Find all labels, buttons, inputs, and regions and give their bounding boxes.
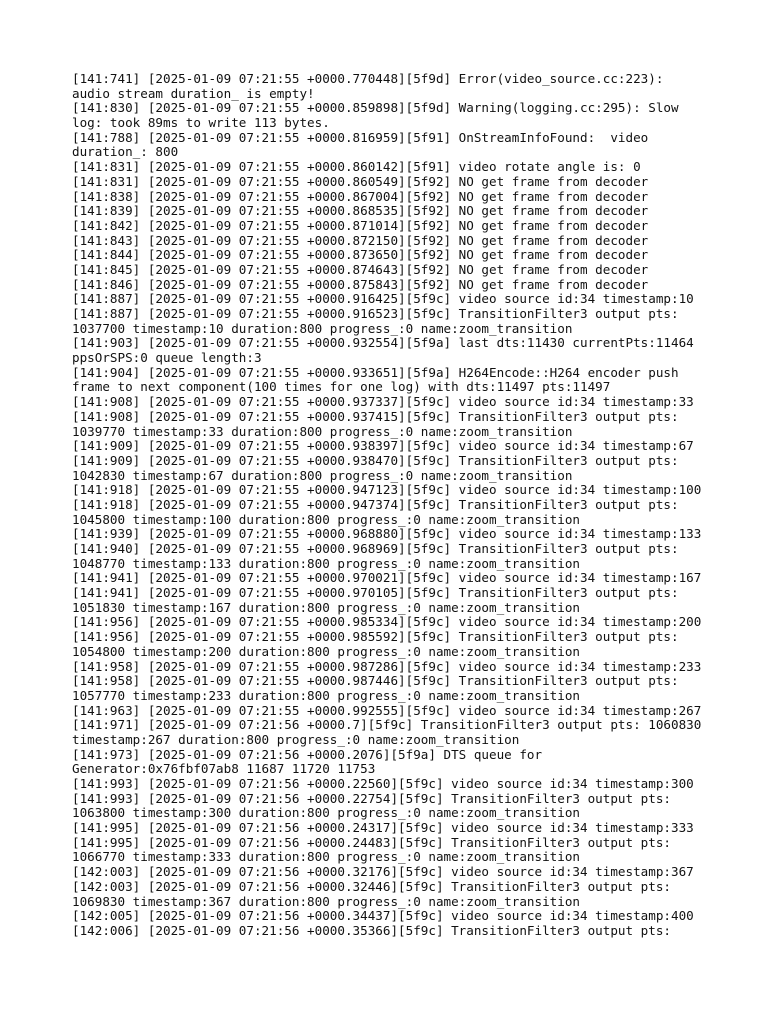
log-line: [141:993] [2025-01-09 07:21:56 +0000.22560][5f9c] video source id:34 timestamp:300: [72, 776, 694, 791]
log-line: [141:831] [2025-01-09 07:21:55 +0000.860549][5f92] NO get frame from decoder: [72, 173, 649, 189]
log-line: duration_: 800: [72, 144, 179, 160]
log-line: timestamp:267 duration:800 progress_:0 name:zoom_transition: [72, 731, 520, 747]
log-line: [141:973] [2025-01-09 07:21:56 +0000.2076][5f9a] DTS queue for: [72, 746, 543, 762]
log-line: 1039770 timestamp:33 duration:800 progress_:0 name:zoom_transition: [72, 423, 573, 439]
log-line: log: took 89ms to write 113 bytes.: [72, 115, 330, 131]
log-line: [141:909] [2025-01-09 07:21:55 +0000.938397][5f9c] video source id:34 timestamp:67: [72, 438, 694, 454]
log-line: [141:831] [2025-01-09 07:21:55 +0000.860142][5f91] video rotate angle is: 0: [72, 159, 641, 175]
log-line: [141:844] [2025-01-09 07:21:55 +0000.873650][5f92] NO get frame from decoder: [72, 247, 649, 263]
log-line: [141:887] [2025-01-09 07:21:55 +0000.916425][5f9c] video source id:34 timestamp:10: [72, 291, 694, 307]
log-line: [141:830] [2025-01-09 07:21:55 +0000.859898][5f9d] Warning(logging.cc:295): Slow: [72, 100, 679, 116]
log-line: [141:941] [2025-01-09 07:21:55 +0000.970105][5f9c] TransitionFilter3 output pts:: [72, 585, 679, 601]
log-line: ppsOrSPS:0 queue length:3: [72, 350, 262, 366]
log-line: 1051830 timestamp:167 duration:800 progress_:0 name:zoom_transition: [72, 599, 580, 615]
log-line: 1054800 timestamp:200 duration:800 progress_:0 name:zoom_transition: [72, 643, 580, 659]
log-line: [142:005] [2025-01-09 07:21:56 +0000.34437][5f9c] video source id:34 timestamp:400: [72, 908, 694, 924]
log-line: [141:918] [2025-01-09 07:21:55 +0000.947374][5f9c] TransitionFilter3 output pts:: [72, 496, 679, 512]
log-line: [141:838] [2025-01-09 07:21:55 +0000.867004][5f92] NO get frame from decoder: [72, 188, 649, 204]
log-line: 1042830 timestamp:67 duration:800 progress_:0 name:zoom_transition: [72, 467, 573, 483]
log-line: [141:939] [2025-01-09 07:21:55 +0000.968880][5f9c] video source id:34 timestamp:133: [72, 526, 702, 542]
log-line: [141:903] [2025-01-09 07:21:55 +0000.932554][5f9a] last dts:11430 currentPts:11464: [72, 335, 694, 351]
log-line: 1063800 timestamp:300 duration:800 progress_:0 name:zoom_transition: [72, 805, 580, 821]
log-document: [72, 72, 732, 939]
log-line: [142:006] [2025-01-09 07:21:56 +0000.35366][5f9c] TransitionFilter3 output pts:: [72, 922, 671, 938]
log-line: audio stream duration_ is empty!: [72, 85, 315, 101]
log-line: [141:941] [2025-01-09 07:21:55 +0000.970021][5f9c] video source id:34 timestamp:167: [72, 570, 702, 586]
log-line: [141:741] [2025-01-09 07:21:55 +0000.770448][5f9d] Error(video_source.cc:223):: [72, 71, 664, 86]
log-line: [141:971] [2025-01-09 07:21:56 +0000.7][5f9c] TransitionFilter3 output pts: 1060830: [72, 717, 702, 733]
log-line: [142:003] [2025-01-09 07:21:56 +0000.32176][5f9c] video source id:34 timestamp:367: [72, 864, 694, 880]
log-line: [141:958] [2025-01-09 07:21:55 +0000.987286][5f9c] video source id:34 timestamp:233: [72, 658, 702, 674]
log-line: [142:003] [2025-01-09 07:21:56 +0000.32446][5f9c] TransitionFilter3 output pts:: [72, 878, 671, 894]
log-line: [141:845] [2025-01-09 07:21:55 +0000.874643][5f92] NO get frame from decoder: [72, 261, 649, 277]
log-line: [141:904] [2025-01-09 07:21:55 +0000.933651][5f9a] H264Encode::H264 encoder push: [72, 364, 679, 380]
log-line: [141:908] [2025-01-09 07:21:55 +0000.937337][5f9c] video source id:34 timestamp:33: [72, 394, 694, 410]
log-line: [141:993] [2025-01-09 07:21:56 +0000.22754][5f9c] TransitionFilter3 output pts:: [72, 790, 671, 806]
log-line: [141:908] [2025-01-09 07:21:55 +0000.937415][5f9c] TransitionFilter3 output pts:: [72, 408, 679, 424]
log-line: [141:958] [2025-01-09 07:21:55 +0000.987446][5f9c] TransitionFilter3 output pts:: [72, 673, 679, 689]
log-line: Generator:0x76fbf07ab8 11687 11720 11753: [72, 761, 376, 777]
log-line: [141:995] [2025-01-09 07:21:56 +0000.24483][5f9c] TransitionFilter3 output pts:: [72, 834, 671, 850]
log-line: [141:995] [2025-01-09 07:21:56 +0000.24317][5f9c] video source id:34 timestamp:333: [72, 820, 694, 836]
log-line: 1048770 timestamp:133 duration:800 progress_:0 name:zoom_transition: [72, 555, 580, 571]
log-line: [141:909] [2025-01-09 07:21:55 +0000.938470][5f9c] TransitionFilter3 output pts:: [72, 452, 679, 468]
log-line: [141:843] [2025-01-09 07:21:55 +0000.872150][5f92] NO get frame from decoder: [72, 232, 649, 248]
log-line: [141:940] [2025-01-09 07:21:55 +0000.968969][5f9c] TransitionFilter3 output pts:: [72, 541, 679, 556]
log-line: [141:842] [2025-01-09 07:21:55 +0000.871014][5f92] NO get frame from decoder: [72, 217, 649, 233]
log-line: [141:918] [2025-01-09 07:21:55 +0000.947123][5f9c] video source id:34 timestamp:100: [72, 482, 702, 498]
log-line: [141:956] [2025-01-09 07:21:55 +0000.985592][5f9c] TransitionFilter3 output pts:: [72, 629, 679, 645]
log-line: [141:956] [2025-01-09 07:21:55 +0000.985334][5f9c] video source id:34 timestamp:200: [72, 614, 702, 630]
log-line: 1057770 timestamp:233 duration:800 progress_:0 name:zoom_transition: [72, 687, 580, 703]
log-line: [141:839] [2025-01-09 07:21:55 +0000.868535][5f92] NO get frame from decoder: [72, 203, 649, 219]
log-line: [141:963] [2025-01-09 07:21:55 +0000.992555][5f9c] video source id:34 timestamp:267: [72, 702, 702, 718]
log-line: [141:788] [2025-01-09 07:21:55 +0000.816959][5f91] OnStreamInfoFound: video: [72, 129, 649, 145]
log-line: [141:887] [2025-01-09 07:21:55 +0000.916523][5f9c] TransitionFilter3 output pts:: [72, 306, 679, 321]
log-line: 1037700 timestamp:10 duration:800 progress_:0 name:zoom_transition: [72, 320, 573, 336]
log-line: 1045800 timestamp:100 duration:800 progress_:0 name:zoom_transition: [72, 511, 580, 527]
log-line: [141:846] [2025-01-09 07:21:55 +0000.875843][5f92] NO get frame from decoder: [72, 276, 649, 292]
log-line: 1066770 timestamp:333 duration:800 progress_:0 name:zoom_transition: [72, 849, 580, 865]
log-line: 1069830 timestamp:367 duration:800 progress_:0 name:zoom_transition: [72, 893, 580, 909]
log-line: frame to next component(100 times for one log) with dts:11497 pts:11497: [72, 379, 611, 395]
